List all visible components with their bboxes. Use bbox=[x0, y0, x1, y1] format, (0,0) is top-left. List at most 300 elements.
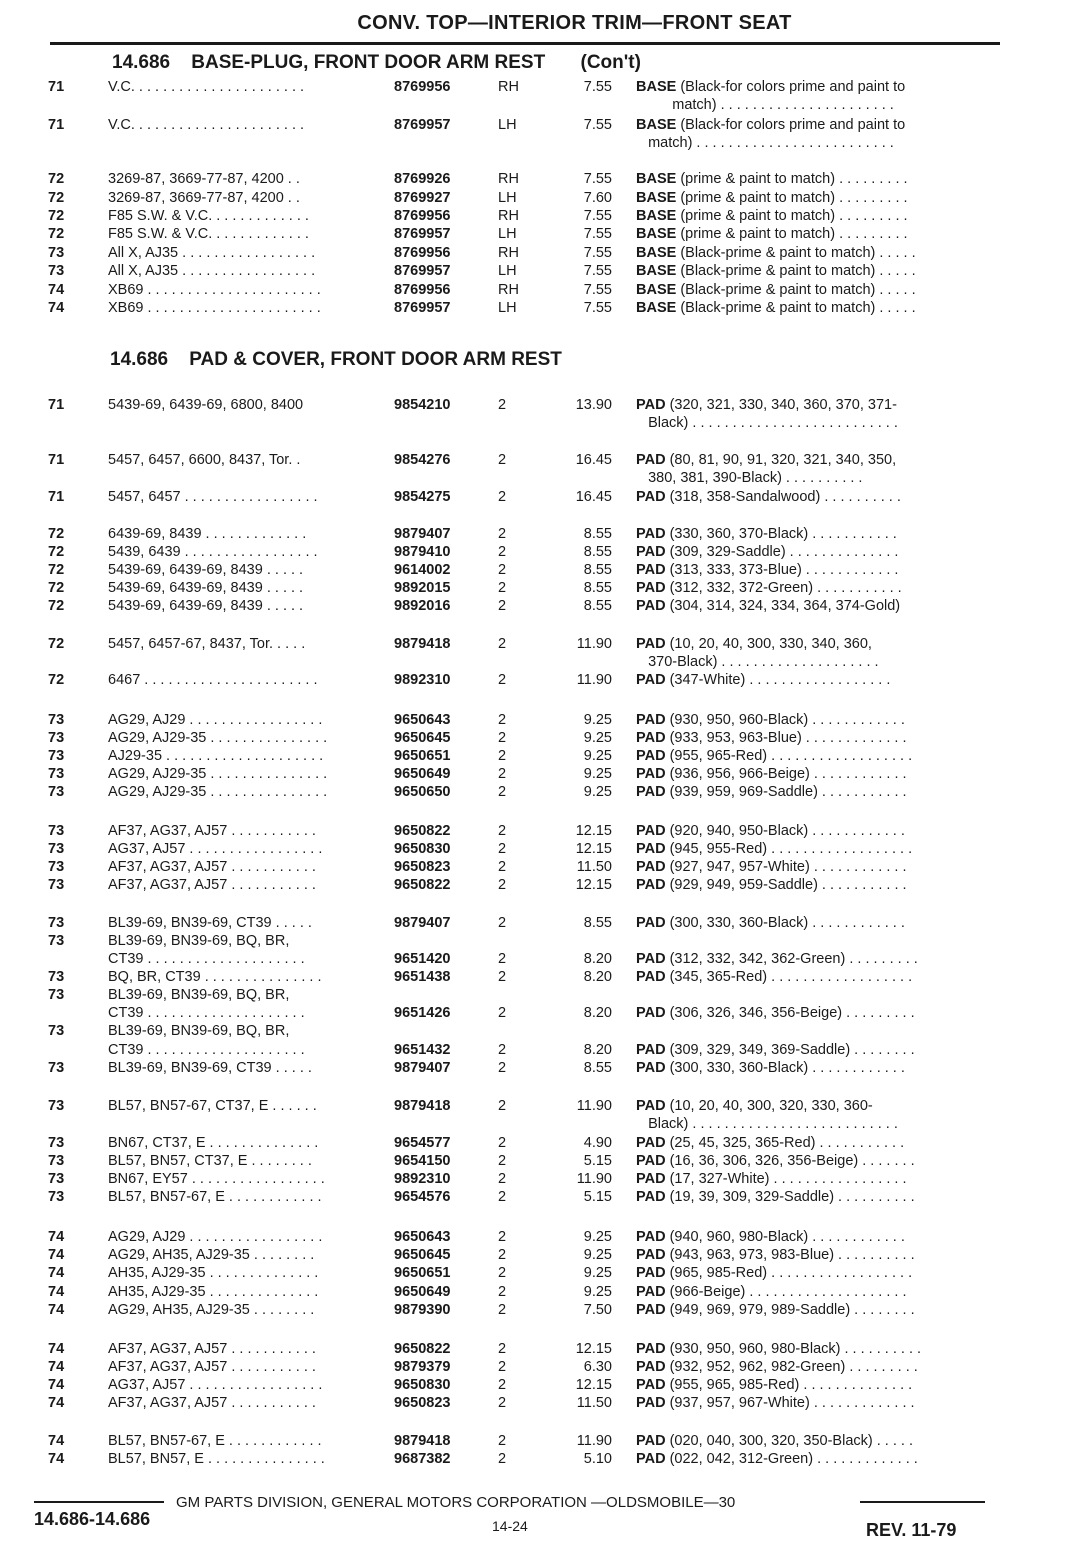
parts-row bbox=[0, 1170, 1069, 1188]
figure-number: 74 bbox=[48, 1302, 65, 1318]
description bbox=[636, 729, 996, 747]
part-number: 8769956 bbox=[394, 79, 451, 95]
quantity: RH bbox=[498, 79, 519, 95]
description bbox=[636, 543, 996, 561]
parts-row bbox=[0, 635, 1069, 653]
part-number: 8769926 bbox=[394, 171, 451, 187]
price: 9.25 bbox=[583, 1265, 612, 1281]
parts-row bbox=[0, 543, 1069, 561]
parts-row bbox=[0, 711, 1069, 729]
part-number: 9879390 bbox=[394, 1302, 451, 1318]
part-number: 9650830 bbox=[394, 841, 451, 857]
quantity: 2 bbox=[498, 1005, 507, 1021]
price: 7.55 bbox=[583, 171, 612, 187]
footer-revision: REV. 11-79 bbox=[866, 1520, 957, 1540]
model-applicability: BL39-69, BN39-69, BQ, BR, bbox=[108, 933, 290, 949]
figure-number: 73 bbox=[48, 263, 65, 279]
quantity: 2 bbox=[498, 1284, 507, 1300]
quantity: 2 bbox=[498, 1395, 507, 1411]
description bbox=[636, 96, 996, 114]
quantity: LH bbox=[498, 190, 517, 206]
model-applicability: All X, AJ35 . . . . . . . . . . . . . . . . . bbox=[108, 245, 316, 261]
description-text: (prime & paint to match) . . . . . . . . . bbox=[676, 208, 908, 224]
price: 13.90 bbox=[575, 397, 612, 413]
description-keyword: PAD bbox=[636, 915, 666, 931]
part-number: 9654577 bbox=[394, 1135, 451, 1151]
description-text: (345, 365-Red) . . . . . . . . . . . . . . . . . . bbox=[665, 969, 913, 985]
description bbox=[636, 1097, 996, 1115]
part-number: 9650645 bbox=[394, 730, 451, 746]
model-applicability: AF37, AG37, AJ57 . . . . . . . . . . . bbox=[108, 1395, 316, 1411]
description bbox=[636, 858, 996, 876]
description-keyword: PAD bbox=[636, 1265, 666, 1281]
description-keyword: PAD bbox=[636, 397, 666, 413]
description bbox=[636, 579, 996, 597]
model-applicability: 5457, 6457, 6600, 8437, Tor. . bbox=[108, 452, 301, 468]
parts-row bbox=[0, 207, 1069, 225]
parts-row bbox=[0, 729, 1069, 747]
part-number: 9650830 bbox=[394, 1377, 451, 1393]
description-text: Black) . . . . . . . . . . . . . . . . . . . . . . . . . . bbox=[636, 415, 898, 431]
description bbox=[636, 561, 996, 579]
part-number: 9879418 bbox=[394, 1098, 451, 1114]
description-text: (Black-prime & paint to match) . . . . . bbox=[676, 300, 916, 316]
quantity: 2 bbox=[498, 1042, 507, 1058]
description-text: 380, 381, 390-Black) . . . . . . . . . . bbox=[636, 470, 863, 486]
description bbox=[636, 1450, 996, 1468]
description-text: match) . . . . . . . . . . . . . . . . . . . . . . . . . bbox=[636, 135, 894, 151]
description-keyword: PAD bbox=[636, 1377, 666, 1393]
price: 5.15 bbox=[583, 1153, 612, 1169]
figure-number: 73 bbox=[48, 987, 65, 1003]
figure-number: 72 bbox=[48, 190, 65, 206]
parts-row bbox=[0, 1264, 1069, 1282]
price: 11.50 bbox=[576, 859, 612, 875]
parts-row bbox=[0, 840, 1069, 858]
quantity: 2 bbox=[498, 1302, 507, 1318]
quantity: 2 bbox=[498, 841, 507, 857]
description-text: (939, 959, 969-Saddle) . . . . . . . . . . . bbox=[665, 784, 907, 800]
description-text: (932, 952, 962, 982-Green) . . . . . . . . . bbox=[665, 1359, 918, 1375]
description bbox=[636, 134, 996, 152]
description-text: (936, 956, 966-Beige) . . . . . . . . . . . . bbox=[665, 766, 907, 782]
description-keyword: PAD bbox=[636, 672, 666, 688]
model-applicability: AG37, AJ57 . . . . . . . . . . . . . . . . . bbox=[108, 1377, 323, 1393]
description-text: (927, 947, 957-White) . . . . . . . . . . . . bbox=[665, 859, 907, 875]
part-number: 8769957 bbox=[394, 263, 451, 279]
parts-row bbox=[0, 116, 1069, 134]
parts-row bbox=[0, 189, 1069, 207]
quantity: RH bbox=[498, 245, 519, 261]
description-text: (Black-for colors prime and paint to bbox=[676, 79, 906, 95]
parts-row bbox=[0, 134, 1069, 152]
description-keyword: PAD bbox=[636, 1042, 666, 1058]
figure-number: 71 bbox=[48, 489, 65, 505]
part-number: 8769956 bbox=[394, 245, 451, 261]
price: 7.60 bbox=[583, 190, 612, 206]
part-number: 9650823 bbox=[394, 859, 451, 875]
description-text: 370-Black) . . . . . . . . . . . . . . . . . . . . bbox=[636, 654, 879, 670]
description-text: (Black-prime & paint to match) . . . . . bbox=[676, 245, 916, 261]
model-applicability: BL39-69, BN39-69, CT39 . . . . . bbox=[108, 1060, 312, 1076]
description-keyword: PAD bbox=[636, 1247, 666, 1263]
description bbox=[636, 1152, 996, 1170]
quantity: 2 bbox=[498, 1135, 507, 1151]
part-number: 9651432 bbox=[394, 1042, 451, 1058]
description bbox=[636, 207, 996, 225]
parts-row bbox=[0, 783, 1069, 801]
description-text: (Black-for colors prime and paint to bbox=[676, 117, 906, 133]
model-applicability: AF37, AG37, AJ57 . . . . . . . . . . . bbox=[108, 877, 316, 893]
quantity: 2 bbox=[498, 1247, 507, 1263]
parts-row bbox=[0, 968, 1069, 986]
description bbox=[636, 1283, 996, 1301]
price: 9.25 bbox=[583, 1229, 612, 1245]
footer-group-range: 14.686-14.686 bbox=[34, 1509, 151, 1529]
parts-row bbox=[0, 1246, 1069, 1264]
figure-number: 72 bbox=[48, 544, 65, 560]
description bbox=[636, 469, 996, 487]
quantity: 2 bbox=[498, 1171, 507, 1187]
description-text: Black) . . . . . . . . . . . . . . . . . . . . . . . . . . bbox=[636, 1116, 898, 1132]
description bbox=[636, 822, 996, 840]
description-text: (Black-prime & paint to match) . . . . . bbox=[676, 282, 916, 298]
quantity: 2 bbox=[498, 951, 507, 967]
figure-number: 74 bbox=[48, 1433, 65, 1449]
model-applicability: BQ, BR, CT39 . . . . . . . . . . . . . . . bbox=[108, 969, 322, 985]
description bbox=[636, 765, 996, 783]
part-number: 9854276 bbox=[394, 452, 451, 468]
section-code: 14.686 bbox=[112, 52, 171, 73]
model-applicability: AF37, AG37, AJ57 . . . . . . . . . . . bbox=[108, 823, 316, 839]
model-applicability: AF37, AG37, AJ57 . . . . . . . . . . . bbox=[108, 859, 316, 875]
price: 11.90 bbox=[576, 636, 612, 652]
figure-number: 71 bbox=[48, 452, 65, 468]
quantity: 2 bbox=[498, 859, 507, 875]
description-keyword: BASE bbox=[636, 117, 677, 133]
description-keyword: PAD bbox=[636, 598, 666, 614]
description-text: (prime & paint to match) . . . . . . . . . bbox=[676, 190, 908, 206]
price: 5.10 bbox=[583, 1451, 612, 1467]
figure-number: 73 bbox=[48, 1153, 65, 1169]
description bbox=[636, 244, 996, 262]
description-text: (933, 953, 963-Blue) . . . . . . . . . . . . . bbox=[665, 730, 907, 746]
parts-row bbox=[0, 765, 1069, 783]
price: 16.45 bbox=[575, 452, 612, 468]
quantity: 2 bbox=[498, 580, 507, 596]
model-applicability: 6467 . . . . . . . . . . . . . . . . . . . . . . bbox=[108, 672, 318, 688]
parts-row bbox=[0, 1134, 1069, 1152]
description-keyword: PAD bbox=[636, 452, 666, 468]
description-keyword: PAD bbox=[636, 748, 666, 764]
description-keyword: PAD bbox=[636, 1098, 666, 1114]
parts-row bbox=[0, 1228, 1069, 1246]
figure-number: 73 bbox=[48, 1098, 65, 1114]
price: 8.20 bbox=[583, 1005, 612, 1021]
description bbox=[636, 225, 996, 243]
model-applicability: AG29, AJ29 . . . . . . . . . . . . . . . . . bbox=[108, 712, 323, 728]
description-text: (16, 36, 306, 326, 356-Beige) . . . . . . . bbox=[665, 1153, 915, 1169]
price: 11.90 bbox=[576, 1433, 612, 1449]
parts-row bbox=[0, 1152, 1069, 1170]
description bbox=[636, 840, 996, 858]
figure-number: 73 bbox=[48, 841, 65, 857]
description-text: (965, 985-Red) . . . . . . . . . . . . . . . . . . bbox=[665, 1265, 913, 1281]
description-keyword: PAD bbox=[636, 1135, 666, 1151]
description bbox=[636, 1301, 996, 1319]
part-number: 8769957 bbox=[394, 226, 451, 242]
price: 7.55 bbox=[583, 79, 612, 95]
description bbox=[636, 1432, 996, 1450]
figure-number: 73 bbox=[48, 823, 65, 839]
parts-row bbox=[0, 525, 1069, 543]
price: 7.55 bbox=[583, 117, 612, 133]
figure-number: 73 bbox=[48, 1023, 65, 1039]
model-applicability: AJ29-35 . . . . . . . . . . . . . . . . . . . . bbox=[108, 748, 324, 764]
figure-number: 72 bbox=[48, 636, 65, 652]
description-text: (966-Beige) . . . . . . . . . . . . . . . . . . . . bbox=[665, 1284, 907, 1300]
description-text: (309, 329, 349, 369-Saddle) . . . . . . . . bbox=[665, 1042, 915, 1058]
description-text: (19, 39, 309, 329-Saddle) . . . . . . . . . . bbox=[665, 1189, 915, 1205]
quantity: 2 bbox=[498, 1265, 507, 1281]
parts-row bbox=[0, 1097, 1069, 1115]
figure-number: 73 bbox=[48, 1189, 65, 1205]
quantity: 2 bbox=[498, 712, 507, 728]
price: 8.55 bbox=[583, 598, 612, 614]
model-applicability: F85 S.W. & V.C. . . . . . . . . . . . . bbox=[108, 226, 309, 242]
model-applicability: CT39 . . . . . . . . . . . . . . . . . . . . bbox=[108, 1005, 305, 1021]
description-text: (929, 949, 959-Saddle) . . . . . . . . . . . bbox=[665, 877, 907, 893]
description bbox=[636, 597, 996, 615]
part-number: 9650822 bbox=[394, 1341, 451, 1357]
price: 7.55 bbox=[583, 263, 612, 279]
description bbox=[636, 1340, 996, 1358]
description-keyword: PAD bbox=[636, 526, 666, 542]
quantity: 2 bbox=[498, 748, 507, 764]
description-keyword: PAD bbox=[636, 1153, 666, 1169]
price: 9.25 bbox=[583, 1247, 612, 1263]
figure-number: 72 bbox=[48, 580, 65, 596]
parts-row bbox=[0, 1394, 1069, 1412]
figure-number: 74 bbox=[48, 282, 65, 298]
quantity: RH bbox=[498, 282, 519, 298]
figure-number: 74 bbox=[48, 1359, 65, 1375]
part-number: 9854275 bbox=[394, 489, 451, 505]
description-text: (022, 042, 312-Green) . . . . . . . . . . . . . bbox=[665, 1451, 918, 1467]
description bbox=[636, 968, 996, 986]
model-applicability: 5457, 6457 . . . . . . . . . . . . . . . . . bbox=[108, 489, 318, 505]
figure-number: 74 bbox=[48, 300, 65, 316]
parts-row bbox=[0, 170, 1069, 188]
description bbox=[636, 189, 996, 207]
quantity: 2 bbox=[498, 544, 507, 560]
parts-row bbox=[0, 1041, 1069, 1059]
parts-row bbox=[0, 876, 1069, 894]
model-applicability: CT39 . . . . . . . . . . . . . . . . . . . . bbox=[108, 951, 305, 967]
description-text: (300, 330, 360-Black) . . . . . . . . . . . . bbox=[665, 915, 905, 931]
model-applicability: 5439-69, 6439-69, 8439 . . . . . bbox=[108, 598, 304, 614]
price: 9.25 bbox=[583, 712, 612, 728]
description bbox=[636, 1134, 996, 1152]
parts-row bbox=[0, 747, 1069, 765]
description-keyword: PAD bbox=[636, 951, 666, 967]
description-keyword: PAD bbox=[636, 1171, 666, 1187]
part-number: 9892015 bbox=[394, 580, 451, 596]
figure-number: 73 bbox=[48, 1171, 65, 1187]
quantity: 2 bbox=[498, 1098, 507, 1114]
model-applicability: XB69 . . . . . . . . . . . . . . . . . . . . . . bbox=[108, 282, 321, 298]
part-number: 9879418 bbox=[394, 1433, 451, 1449]
part-number: 9892016 bbox=[394, 598, 451, 614]
footer-publisher: GM PARTS DIVISION, GENERAL MOTORS CORPORATION —OLDSMOBILE—30 bbox=[176, 1494, 736, 1511]
description-text: (937, 957, 967-White) . . . . . . . . . . . . . bbox=[665, 1395, 915, 1411]
quantity: 2 bbox=[498, 1229, 507, 1245]
quantity: RH bbox=[498, 208, 519, 224]
quantity: 2 bbox=[498, 877, 507, 893]
part-number: 8769956 bbox=[394, 282, 451, 298]
description-keyword: PAD bbox=[636, 784, 666, 800]
part-number: 9651420 bbox=[394, 951, 451, 967]
price: 8.20 bbox=[583, 951, 612, 967]
description bbox=[636, 1041, 996, 1059]
figure-number: 73 bbox=[48, 1135, 65, 1151]
description bbox=[636, 1246, 996, 1264]
price: 7.55 bbox=[583, 245, 612, 261]
model-applicability: AG37, AJ57 . . . . . . . . . . . . . . . . . bbox=[108, 841, 323, 857]
quantity: 2 bbox=[498, 526, 507, 542]
price: 4.90 bbox=[583, 1135, 612, 1151]
description-text: (80, 81, 90, 91, 320, 321, 340, 350, bbox=[665, 452, 897, 468]
model-applicability: BL57, BN57-67, CT37, E . . . . . . bbox=[108, 1098, 317, 1114]
description-keyword: PAD bbox=[636, 1189, 666, 1205]
description-keyword: PAD bbox=[636, 1060, 666, 1076]
description-keyword: PAD bbox=[636, 1284, 666, 1300]
model-applicability: V.C. . . . . . . . . . . . . . . . . . . . . . bbox=[108, 117, 305, 133]
part-number: 9650643 bbox=[394, 1229, 451, 1245]
quantity: LH bbox=[498, 300, 517, 316]
price: 12.15 bbox=[575, 841, 612, 857]
model-applicability: AG29, AH35, AJ29-35 . . . . . . . . bbox=[108, 1302, 315, 1318]
model-applicability: 5457, 6457-67, 8437, Tor. . . . . bbox=[108, 636, 306, 652]
price: 16.45 bbox=[575, 489, 612, 505]
parts-row bbox=[0, 244, 1069, 262]
model-applicability: AF37, AG37, AJ57 . . . . . . . . . . . bbox=[108, 1359, 316, 1375]
part-number: 8769957 bbox=[394, 300, 451, 316]
description-keyword: PAD bbox=[636, 1302, 666, 1318]
description-text: (306, 326, 346, 356-Beige) . . . . . . . . . bbox=[665, 1005, 915, 1021]
description-keyword: PAD bbox=[636, 1359, 666, 1375]
price: 12.15 bbox=[575, 1377, 612, 1393]
figure-number: 71 bbox=[48, 397, 65, 413]
description-text: (Black-prime & paint to match) . . . . . bbox=[676, 263, 916, 279]
description-text: (312, 332, 342, 362-Green) . . . . . . . . . bbox=[665, 951, 918, 967]
description-text: (17, 327-White) . . . . . . . . . . . . . . . . . bbox=[665, 1171, 907, 1187]
parts-row bbox=[0, 1022, 1069, 1040]
description-keyword: BASE bbox=[636, 79, 677, 95]
figure-number: 72 bbox=[48, 672, 65, 688]
parts-row bbox=[0, 653, 1069, 671]
part-number: 9879407 bbox=[394, 526, 451, 542]
model-applicability: 3269-87, 3669-77-87, 4200 . . bbox=[108, 171, 300, 187]
quantity: LH bbox=[498, 117, 517, 133]
parts-row bbox=[0, 822, 1069, 840]
part-number: 9650643 bbox=[394, 712, 451, 728]
model-applicability: AG29, AJ29-35 . . . . . . . . . . . . . . . bbox=[108, 784, 328, 800]
figure-number: 74 bbox=[48, 1265, 65, 1281]
parts-row bbox=[0, 78, 1069, 96]
figure-number: 73 bbox=[48, 859, 65, 875]
parts-row bbox=[0, 1059, 1069, 1077]
description-text: (940, 960, 980-Black) . . . . . . . . . . . . bbox=[665, 1229, 905, 1245]
figure-number: 73 bbox=[48, 969, 65, 985]
description bbox=[636, 525, 996, 543]
quantity: 2 bbox=[498, 1189, 507, 1205]
price: 9.25 bbox=[583, 748, 612, 764]
price: 9.25 bbox=[583, 766, 612, 782]
parts-row bbox=[0, 451, 1069, 469]
description bbox=[636, 635, 996, 653]
description-text: (930, 950, 960, 980-Black) . . . . . . . . . . bbox=[665, 1341, 922, 1357]
quantity: 2 bbox=[498, 1153, 507, 1169]
price: 7.50 bbox=[583, 1302, 612, 1318]
description bbox=[636, 116, 996, 134]
model-applicability: AH35, AJ29-35 . . . . . . . . . . . . . . bbox=[108, 1284, 319, 1300]
description-keyword: BASE bbox=[636, 226, 677, 242]
page-header-title: CONV. TOP—INTERIOR TRIM—FRONT SEAT bbox=[357, 12, 792, 34]
description-keyword: PAD bbox=[636, 1451, 666, 1467]
figure-number: 74 bbox=[48, 1395, 65, 1411]
description-text: (304, 314, 324, 334, 364, 374-Gold) bbox=[665, 598, 901, 614]
description-keyword: PAD bbox=[636, 877, 666, 893]
parts-row bbox=[0, 597, 1069, 615]
description-keyword: PAD bbox=[636, 823, 666, 839]
figure-number: 72 bbox=[48, 208, 65, 224]
part-number: 9654150 bbox=[394, 1153, 451, 1169]
section-name: BASE-PLUG, FRONT DOOR ARM REST bbox=[191, 52, 546, 73]
price: 8.55 bbox=[583, 580, 612, 596]
model-applicability: 6439-69, 8439 . . . . . . . . . . . . . bbox=[108, 526, 307, 542]
parts-row bbox=[0, 488, 1069, 506]
description bbox=[636, 1264, 996, 1282]
description-keyword: PAD bbox=[636, 489, 666, 505]
quantity: 2 bbox=[498, 1377, 507, 1393]
figure-number: 74 bbox=[48, 1451, 65, 1467]
section-continued: (Con't) bbox=[580, 52, 641, 73]
description bbox=[636, 1228, 996, 1246]
parts-row bbox=[0, 1376, 1069, 1394]
figure-number: 71 bbox=[48, 117, 65, 133]
description-text: (309, 329-Saddle) . . . . . . . . . . . . . . bbox=[665, 544, 899, 560]
description bbox=[636, 281, 996, 299]
model-applicability: AH35, AJ29-35 . . . . . . . . . . . . . . bbox=[108, 1265, 319, 1281]
description bbox=[636, 299, 996, 317]
model-applicability: AG29, AJ29-35 . . . . . . . . . . . . . . . bbox=[108, 730, 328, 746]
part-number: 9650649 bbox=[394, 1284, 451, 1300]
model-applicability: V.C. . . . . . . . . . . . . . . . . . . . . . bbox=[108, 79, 305, 95]
parts-row bbox=[0, 932, 1069, 950]
model-applicability: All X, AJ35 . . . . . . . . . . . . . . . . . bbox=[108, 263, 316, 279]
part-number: 8769957 bbox=[394, 117, 451, 133]
description-text: (10, 20, 40, 300, 330, 340, 360, bbox=[665, 636, 872, 652]
part-number: 9650651 bbox=[394, 748, 451, 764]
description-text: (330, 360, 370-Black) . . . . . . . . . . . bbox=[665, 526, 897, 542]
parts-row bbox=[0, 858, 1069, 876]
description-keyword: PAD bbox=[636, 969, 666, 985]
figure-number: 72 bbox=[48, 526, 65, 542]
part-number: 9650823 bbox=[394, 1395, 451, 1411]
description-text: (312, 332, 372-Green) . . . . . . . . . . . bbox=[665, 580, 902, 596]
description-keyword: PAD bbox=[636, 712, 666, 728]
